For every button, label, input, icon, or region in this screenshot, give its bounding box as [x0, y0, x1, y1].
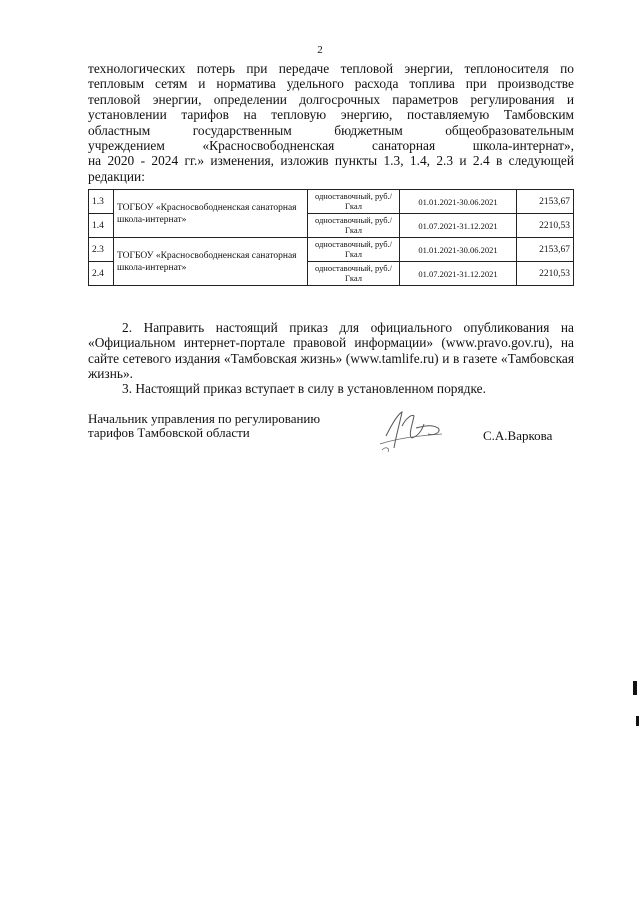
- signatory-name: С.А.Варкова: [483, 428, 553, 443]
- rate-type: одноставочный, руб./Гкал: [308, 190, 400, 214]
- page-number: 2: [317, 44, 323, 56]
- rate-type: одноставочный, руб./Гкал: [308, 238, 400, 262]
- effective-paragraph: 3. Настоящий приказ вступает в силу в установленном порядке.: [122, 381, 486, 396]
- position-line: тарифов Тамбовской области: [88, 424, 250, 440]
- item-number: 1.3: [89, 190, 114, 214]
- tariff-period: 01.07.2021-31.12.2021: [400, 262, 517, 286]
- item-number: 1.4: [89, 214, 114, 238]
- organization-name: ТОГБОУ «Красносвободненская санаторная школа-интернат»: [114, 190, 308, 238]
- intro-line: редакции:: [88, 168, 145, 184]
- intro-line: технологических потерь при передаче тепловой энергии, теплоносителя по: [88, 61, 574, 76]
- table-row: [89, 238, 574, 262]
- item-number: 2.4: [89, 262, 114, 286]
- tariff-value: 2210,53: [517, 214, 574, 238]
- tariff-value: 2210,53: [517, 262, 574, 286]
- scan-edge-mark: [633, 681, 637, 695]
- tariff-value: 2153,67: [517, 238, 574, 262]
- rate-type: одноставочный, руб./Гкал: [308, 214, 400, 238]
- table-row: [89, 190, 574, 214]
- intro-line: учреждением «Красносвободненская санаторная школа-интернат»,: [88, 138, 574, 154]
- tariff-value: 2153,67: [517, 190, 574, 214]
- organization-name: ТОГБОУ «Красносвободненская санаторная школа-интернат»: [114, 238, 308, 286]
- intro-paragraph: [88, 61, 574, 184]
- intro-line: тепловой энергии, определении долгосрочных параметров регулирования и: [88, 91, 574, 107]
- tariff-period: 01.01.2021-30.06.2021: [400, 238, 517, 262]
- intro-line: на 2020 - 2024 гг.» изменения, изложив пункты 1.3, 1.4, 2.3 и 2.4 в следующей: [88, 153, 574, 169]
- tariff-table: [88, 189, 574, 286]
- intro-line: тепловым сетям и норматива удельного расхода топлива при производстве: [88, 76, 574, 92]
- intro-line: областным государственным бюджетным общеобразовательным: [88, 122, 574, 138]
- item-number: 2.3: [89, 238, 114, 262]
- intro-line: установлении тарифов на тепловую энергию, поставляемую Тамбовским: [88, 107, 574, 123]
- handwritten-signature: [372, 406, 462, 458]
- scan-edge-mark: [636, 716, 639, 726]
- rate-type: одноставочный, руб./Гкал: [308, 262, 400, 286]
- tariff-period: 01.01.2021-30.06.2021: [400, 190, 517, 214]
- signatory-position: [88, 412, 388, 439]
- publication-paragraph: 2. Направить настоящий приказ для официального опубликования на «Официальном интернет-портале правовой информации» (www.pravo.gov.ru), на сайте сетевого издания «Тамбовская жизнь» (www.tamlife.ru) и в газете «Тамбовская жизнь».: [88, 320, 574, 382]
- tariff-period: 01.07.2021-31.12.2021: [400, 214, 517, 238]
- position-line: Начальник управления по регулированию: [88, 411, 321, 426]
